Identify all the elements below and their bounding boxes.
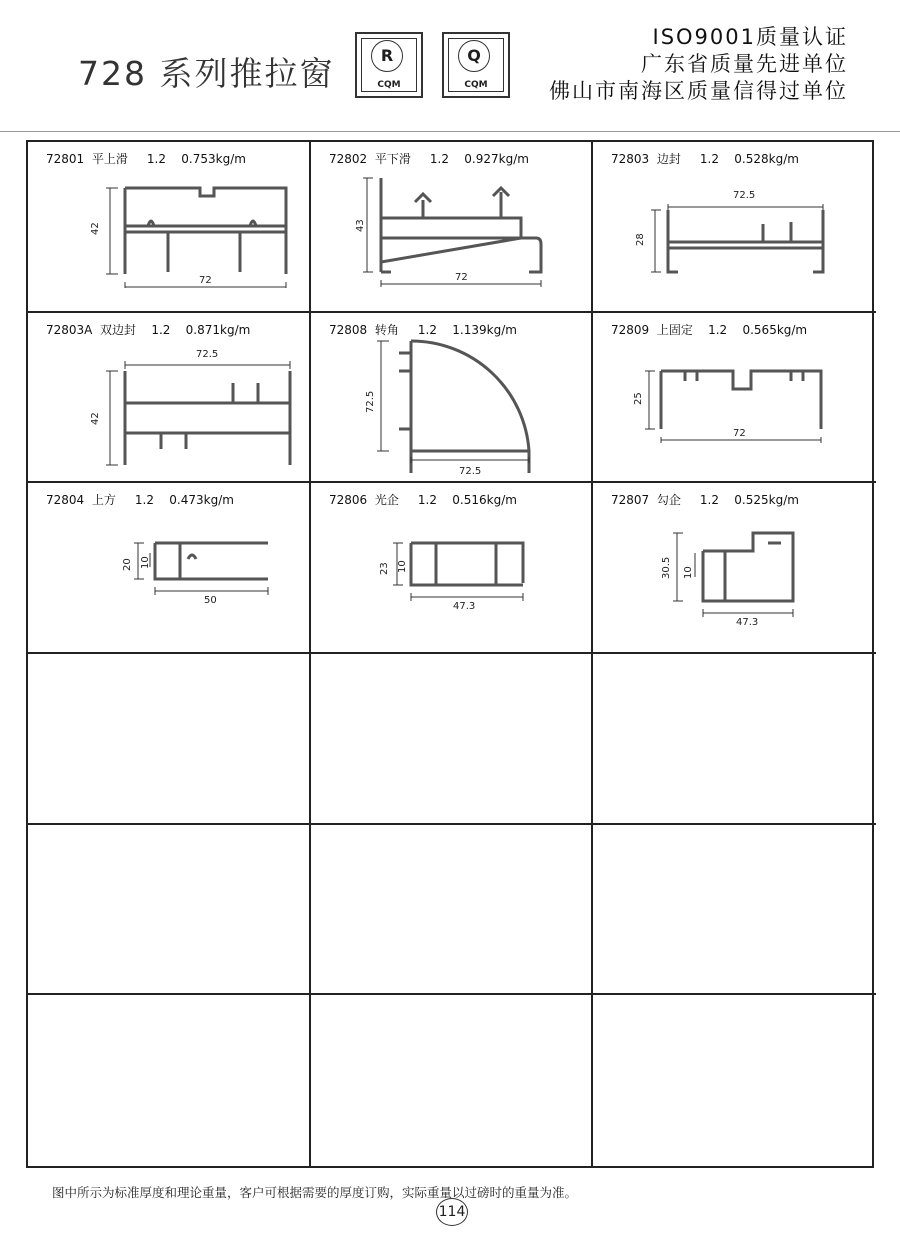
svg-text:20: 20 xyxy=(122,558,133,572)
profile-cell-72807 xyxy=(593,483,876,654)
profile-label: 72807 勾企 1.2 0.525kg/m xyxy=(611,493,799,508)
profile-label: 72809 上固定 1.2 0.565kg/m xyxy=(611,322,808,337)
svg-text:43: 43 xyxy=(355,219,366,232)
svg-text:30.5: 30.5 xyxy=(661,557,672,580)
logo-q-text: CQM xyxy=(464,80,488,90)
empty-cell xyxy=(311,654,593,825)
svg-text:72.5: 72.5 xyxy=(733,190,756,201)
svg-text:72.5: 72.5 xyxy=(196,348,219,360)
logo-q-mark: Q xyxy=(458,40,490,72)
cert-line-province: 广东省质量先进单位 xyxy=(641,52,848,76)
profile-label: 72808 转角 1.2 1.139kg/m xyxy=(329,322,517,337)
svg-text:28: 28 xyxy=(635,233,646,246)
certification-list xyxy=(549,24,848,105)
profile-drawing-72806 xyxy=(311,483,591,653)
profile-label: 72806 光企 1.2 0.516kg/m xyxy=(329,493,517,508)
profile-label: 72804 上方 1.2 0.473kg/m xyxy=(46,493,234,508)
logo-r-mark: R xyxy=(371,40,403,72)
profile-drawing-72803a xyxy=(28,313,309,483)
svg-text:42: 42 xyxy=(90,222,101,235)
svg-text:72: 72 xyxy=(455,272,468,283)
cert-line-iso: ISO9001质量认证 xyxy=(652,25,848,49)
svg-text:72.5: 72.5 xyxy=(459,465,482,477)
empty-cell xyxy=(593,995,876,1166)
profile-drawing-72809 xyxy=(593,313,876,483)
profile-drawing-72803 xyxy=(593,142,876,312)
profile-label: 72802 平下滑 1.2 0.927kg/m xyxy=(329,152,529,166)
profile-cell-72801 xyxy=(28,142,311,313)
empty-cell xyxy=(28,825,311,996)
empty-cell xyxy=(311,825,593,996)
profile-drawing-72801 xyxy=(28,142,309,312)
svg-text:42: 42 xyxy=(90,411,101,425)
empty-cell xyxy=(28,654,311,825)
profile-grid xyxy=(26,140,874,1168)
cqm-q-logo xyxy=(442,32,510,98)
cert-line-city: 佛山市南海区质量信得过单位 xyxy=(549,79,848,103)
profile-cell-72802 xyxy=(311,142,593,313)
profile-cell-72809 xyxy=(593,313,876,484)
empty-cell xyxy=(593,654,876,825)
profile-cell-72804 xyxy=(28,483,311,654)
svg-text:23: 23 xyxy=(379,562,390,576)
profile-drawing-72802 xyxy=(311,142,591,312)
profile-label: 72803A 双边封 1.2 0.871kg/m xyxy=(46,322,251,337)
svg-text:47.3: 47.3 xyxy=(453,601,476,613)
empty-cell xyxy=(28,995,311,1166)
profile-drawing-72804 xyxy=(28,483,309,653)
empty-cell xyxy=(311,995,593,1166)
profile-label: 72803 边封 1.2 0.528kg/m xyxy=(611,152,799,166)
profile-cell-72803 xyxy=(593,142,876,313)
profile-drawing-72808 xyxy=(311,313,591,483)
profile-cell-72803a xyxy=(28,313,311,484)
svg-text:72: 72 xyxy=(733,427,746,439)
cqm-r-logo xyxy=(355,32,423,98)
empty-cell xyxy=(593,825,876,996)
profile-cell-72808 xyxy=(311,313,593,484)
svg-text:72.5: 72.5 xyxy=(365,390,376,413)
svg-text:25: 25 xyxy=(633,391,644,405)
profile-drawing-72807 xyxy=(593,483,876,653)
profile-cell-72806 xyxy=(311,483,593,654)
svg-text:47.3: 47.3 xyxy=(736,617,759,629)
svg-text:50: 50 xyxy=(204,595,217,607)
svg-text:10: 10 xyxy=(397,560,408,574)
profile-label: 72801 平上滑 1.2 0.753kg/m xyxy=(46,152,246,166)
page-number: 114 xyxy=(436,1198,468,1226)
svg-text:10: 10 xyxy=(140,556,151,570)
header-divider xyxy=(0,131,900,132)
svg-text:72: 72 xyxy=(199,275,212,286)
footer-note: 图中所示为标准厚度和理论重量，客户可根据需要的厚度订购，实际重量以过磅时的重量为准。 xyxy=(52,1185,578,1200)
svg-text:10: 10 xyxy=(683,566,694,580)
logo-r-text: CQM xyxy=(377,80,401,90)
page-title: 728 系列推拉窗 xyxy=(78,54,335,93)
